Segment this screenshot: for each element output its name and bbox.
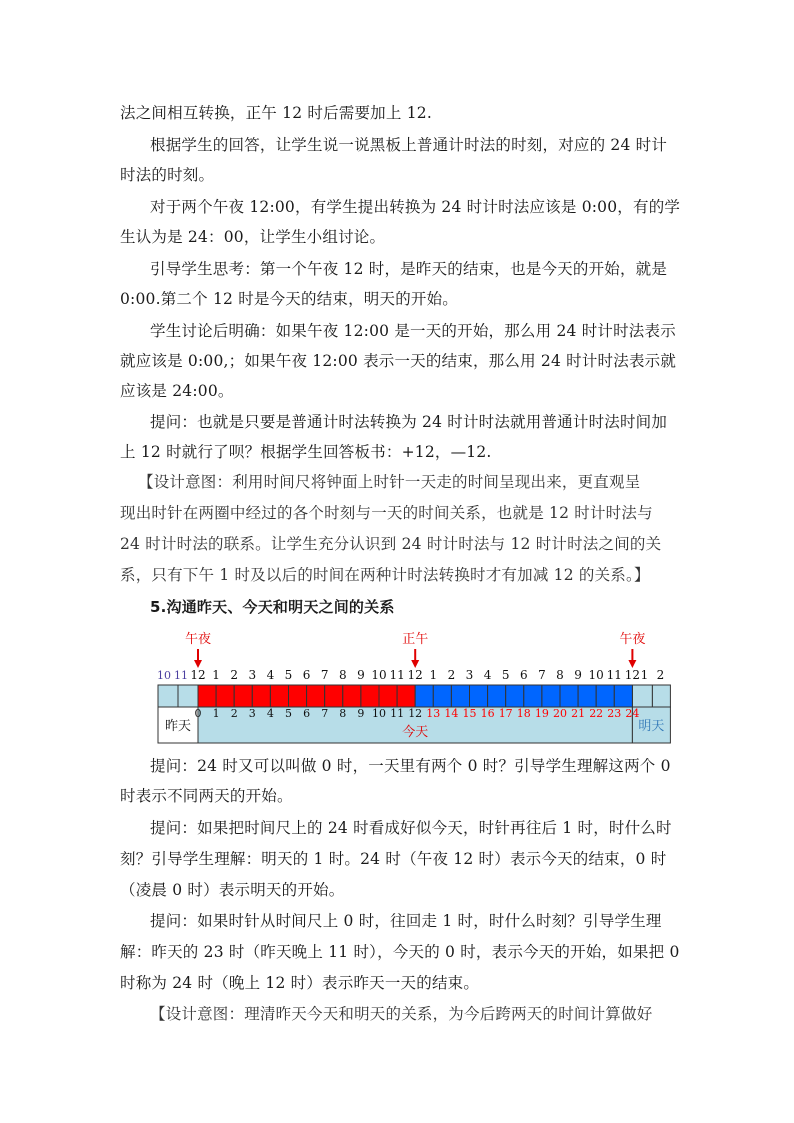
today-label: 今天 bbox=[402, 725, 429, 740]
top-hour-label: 2 bbox=[230, 668, 239, 682]
hour-cell bbox=[506, 685, 524, 707]
top-hour-label: 3 bbox=[248, 668, 257, 682]
bottom-hour-label: 5 bbox=[285, 707, 292, 720]
top-hour-label: 8 bbox=[338, 668, 347, 682]
hour-cell bbox=[578, 685, 596, 707]
top-hour-label: 4 bbox=[483, 668, 492, 682]
tomorrow-cell bbox=[652, 685, 670, 707]
top-hour-label: 2 bbox=[447, 668, 456, 682]
section-heading: 5.沟通昨天、今天和明天之间的关系 bbox=[150, 598, 395, 616]
top-hour-label: 10 bbox=[588, 668, 604, 682]
top-hour-label: 12 bbox=[624, 668, 641, 682]
bottom-hour-label: 9 bbox=[357, 707, 365, 720]
paragraph-line: 系，只有下午 1 时及以后的时间在两种计时法转换时才有加减 12 的关系。】 bbox=[120, 566, 650, 584]
paragraph-line: 应该是 24:00。 bbox=[120, 382, 234, 400]
bottom-hour-label: 21 bbox=[571, 707, 586, 720]
hour-cell bbox=[234, 685, 252, 707]
hour-cell bbox=[596, 685, 614, 707]
marker-arrow-head bbox=[194, 660, 202, 668]
paragraph-line: 对于两个午夜 12:00，有学生提出转换为 24 时计时法应该是 0:00，有的学 bbox=[150, 198, 681, 216]
time-ruler-diagram bbox=[150, 624, 680, 746]
paragraph-line: 引导学生思考：第一个午夜 12 时，是昨天的结束，也是今天的开始，就是 bbox=[150, 260, 668, 278]
top-hour-label: 3 bbox=[465, 668, 474, 682]
paragraph-line: 上 12 时就行了呗？根据学生回答板书：+12，—12. bbox=[120, 443, 492, 461]
top-hour-label: 6 bbox=[519, 668, 528, 682]
hour-cell bbox=[252, 685, 270, 707]
yesterday-label: 昨天 bbox=[164, 719, 192, 734]
bottom-hour-label: 10 bbox=[372, 707, 386, 720]
tomorrow-hour-label: 2 bbox=[656, 668, 665, 682]
top-hour-label: 9 bbox=[357, 668, 365, 682]
bottom-hour-label: 8 bbox=[339, 707, 347, 720]
paragraph-line: 0:00.第二个 12 时是今天的结束，明天的开始。 bbox=[120, 290, 459, 308]
tomorrow-label: 明天 bbox=[638, 719, 665, 734]
hour-cell bbox=[289, 685, 307, 707]
hour-cell bbox=[488, 685, 506, 707]
hour-cell bbox=[307, 685, 325, 707]
top-hour-label: 1 bbox=[429, 668, 438, 682]
top-hour-label: 11 bbox=[389, 668, 405, 682]
hour-cell bbox=[614, 685, 632, 707]
bottom-hour-label: 14 bbox=[444, 707, 459, 720]
top-hour-label: 9 bbox=[574, 668, 582, 682]
hour-cell bbox=[361, 685, 379, 707]
hour-cell bbox=[379, 685, 397, 707]
bottom-hour-label: 11 bbox=[390, 707, 405, 720]
bottom-hour-label: 0 bbox=[194, 707, 202, 720]
hour-cell bbox=[216, 685, 234, 707]
paragraph-line: （凌晨 0 时）表示明天的开始。 bbox=[120, 881, 345, 899]
bottom-hour-label: 23 bbox=[607, 707, 622, 720]
bottom-hour-label: 4 bbox=[266, 707, 274, 720]
paragraph-line: 生认为是 24：00，让学生小组讨论。 bbox=[120, 228, 386, 246]
paragraph-line: 现出时针在两圈中经过的各个时刻与一天的时间关系，也就是 12 时计时法与 bbox=[120, 504, 653, 522]
bottom-hour-label: 17 bbox=[498, 707, 513, 720]
top-hour-label: 12 bbox=[407, 668, 423, 682]
bottom-hour-label: 3 bbox=[248, 707, 256, 720]
hour-cell bbox=[270, 685, 288, 707]
hour-cell bbox=[343, 685, 361, 707]
paragraph-line: 时表示不同两天的开始。 bbox=[120, 787, 293, 805]
hour-cell bbox=[470, 685, 488, 707]
top-hour-label: 4 bbox=[266, 668, 275, 682]
marker-label: 午夜 bbox=[619, 632, 646, 647]
top-hour-label: 10 bbox=[371, 668, 387, 682]
paragraph-line: 【设计意图：理清昨天今天和明天的关系，为今后跨两天的时间计算做好 bbox=[150, 1005, 653, 1023]
bottom-hour-label: 18 bbox=[516, 707, 531, 720]
bottom-hour-label: 19 bbox=[534, 707, 549, 720]
paragraph-line: 根据学生的回答，让学生说一说黑板上普通计时法的时刻，对应的 24 时计 bbox=[150, 136, 668, 154]
hour-cell bbox=[325, 685, 343, 707]
paragraph-line: 提问：24 时又可以叫做 0 时，一天里有两个 0 时？引导学生理解这两个 0 bbox=[150, 757, 671, 775]
yesterday-cell bbox=[158, 685, 178, 707]
bottom-hour-label: 6 bbox=[303, 707, 311, 720]
paragraph-line: 就应该是 0:00,；如果午夜 12:00 表示一天的结束，那么用 24 时计时法表示就 bbox=[120, 352, 677, 370]
paragraph-line: 学生讨论后明确：如果午夜 12:00 是一天的开始，那么用 24 时计时法表示 bbox=[150, 322, 676, 340]
tomorrow-hour-label: 1 bbox=[640, 668, 649, 682]
hour-cell bbox=[542, 685, 560, 707]
marker-arrow-head bbox=[411, 660, 419, 668]
top-hour-label: 1 bbox=[212, 668, 220, 682]
marker-arrow-head bbox=[628, 660, 636, 668]
bottom-hour-label: 16 bbox=[480, 707, 495, 720]
paragraph-line: 提问：也就是只要是普通计时法转换为 24 时计时法就用普通计时法时间加 bbox=[150, 413, 668, 431]
top-hour-label: 7 bbox=[538, 668, 546, 682]
hour-cell bbox=[451, 685, 469, 707]
paragraph-line: 刻？引导学生理解：明天的 1 时。24 时（午夜 12 时）表示今天的结束，0 时 bbox=[120, 850, 667, 868]
top-hour-label: 7 bbox=[320, 668, 329, 682]
bottom-hour-label: 13 bbox=[426, 707, 441, 720]
paragraph-line: 【设计意图：利用时间尺将钟面上时针一天走的时间呈现出来，更直观呈 bbox=[138, 473, 641, 491]
bottom-hour-label: 2 bbox=[230, 707, 238, 720]
bottom-hour-label: 12 bbox=[408, 707, 423, 720]
hour-cell bbox=[524, 685, 542, 707]
bottom-hour-label: 22 bbox=[589, 707, 604, 720]
bottom-hour-label: 7 bbox=[321, 707, 329, 720]
paragraph-line: 时法的时刻。 bbox=[120, 166, 215, 184]
yesterday-hour-label: 10 bbox=[157, 669, 171, 682]
bottom-hour-label: 20 bbox=[553, 707, 567, 720]
paragraph-line: 解：昨天的 23 时（昨天晚上 11 时），今天的 0 时，表示今天的开始，如果把 0 bbox=[120, 943, 680, 961]
paragraph-line: 提问：如果把时间尺上的 24 时看成好似今天，时针再往后 1 时，时什么时 bbox=[150, 819, 672, 837]
hour-cell bbox=[415, 685, 433, 707]
top-hour-label: 5 bbox=[501, 668, 510, 682]
bottom-hour-label: 24 bbox=[625, 707, 640, 720]
top-hour-label: 12 bbox=[190, 668, 206, 682]
hour-cell bbox=[560, 685, 578, 707]
top-hour-label: 8 bbox=[556, 668, 564, 682]
bottom-hour-label: 1 bbox=[212, 707, 220, 720]
marker-label: 正午 bbox=[402, 632, 429, 647]
hour-cell bbox=[198, 685, 216, 707]
paragraph-line: 24 时计时法的联系。让学生充分认识到 24 时计时法与 12 时计时法之间的关 bbox=[120, 535, 662, 553]
yesterday-hour-label: 11 bbox=[174, 669, 188, 682]
bottom-hour-label: 15 bbox=[462, 707, 477, 720]
top-hour-label: 6 bbox=[302, 668, 311, 682]
marker-label: 午夜 bbox=[184, 632, 212, 647]
paragraph-line: 时称为 24 时（晚上 12 时）表示昨天一天的结束。 bbox=[120, 974, 480, 992]
tomorrow-cell bbox=[632, 685, 652, 707]
top-hour-label: 11 bbox=[606, 668, 622, 682]
yesterday-cell bbox=[178, 685, 198, 707]
top-hour-label: 5 bbox=[284, 668, 293, 682]
paragraph-line: 法之间相互转换，正午 12 时后需要加上 12. bbox=[120, 104, 432, 122]
hour-cell bbox=[397, 685, 415, 707]
hour-cell bbox=[433, 685, 451, 707]
paragraph-line: 提问：如果时针从时间尺上 0 时，往回走 1 时，时什么时刻？引导学生理 bbox=[150, 912, 662, 930]
